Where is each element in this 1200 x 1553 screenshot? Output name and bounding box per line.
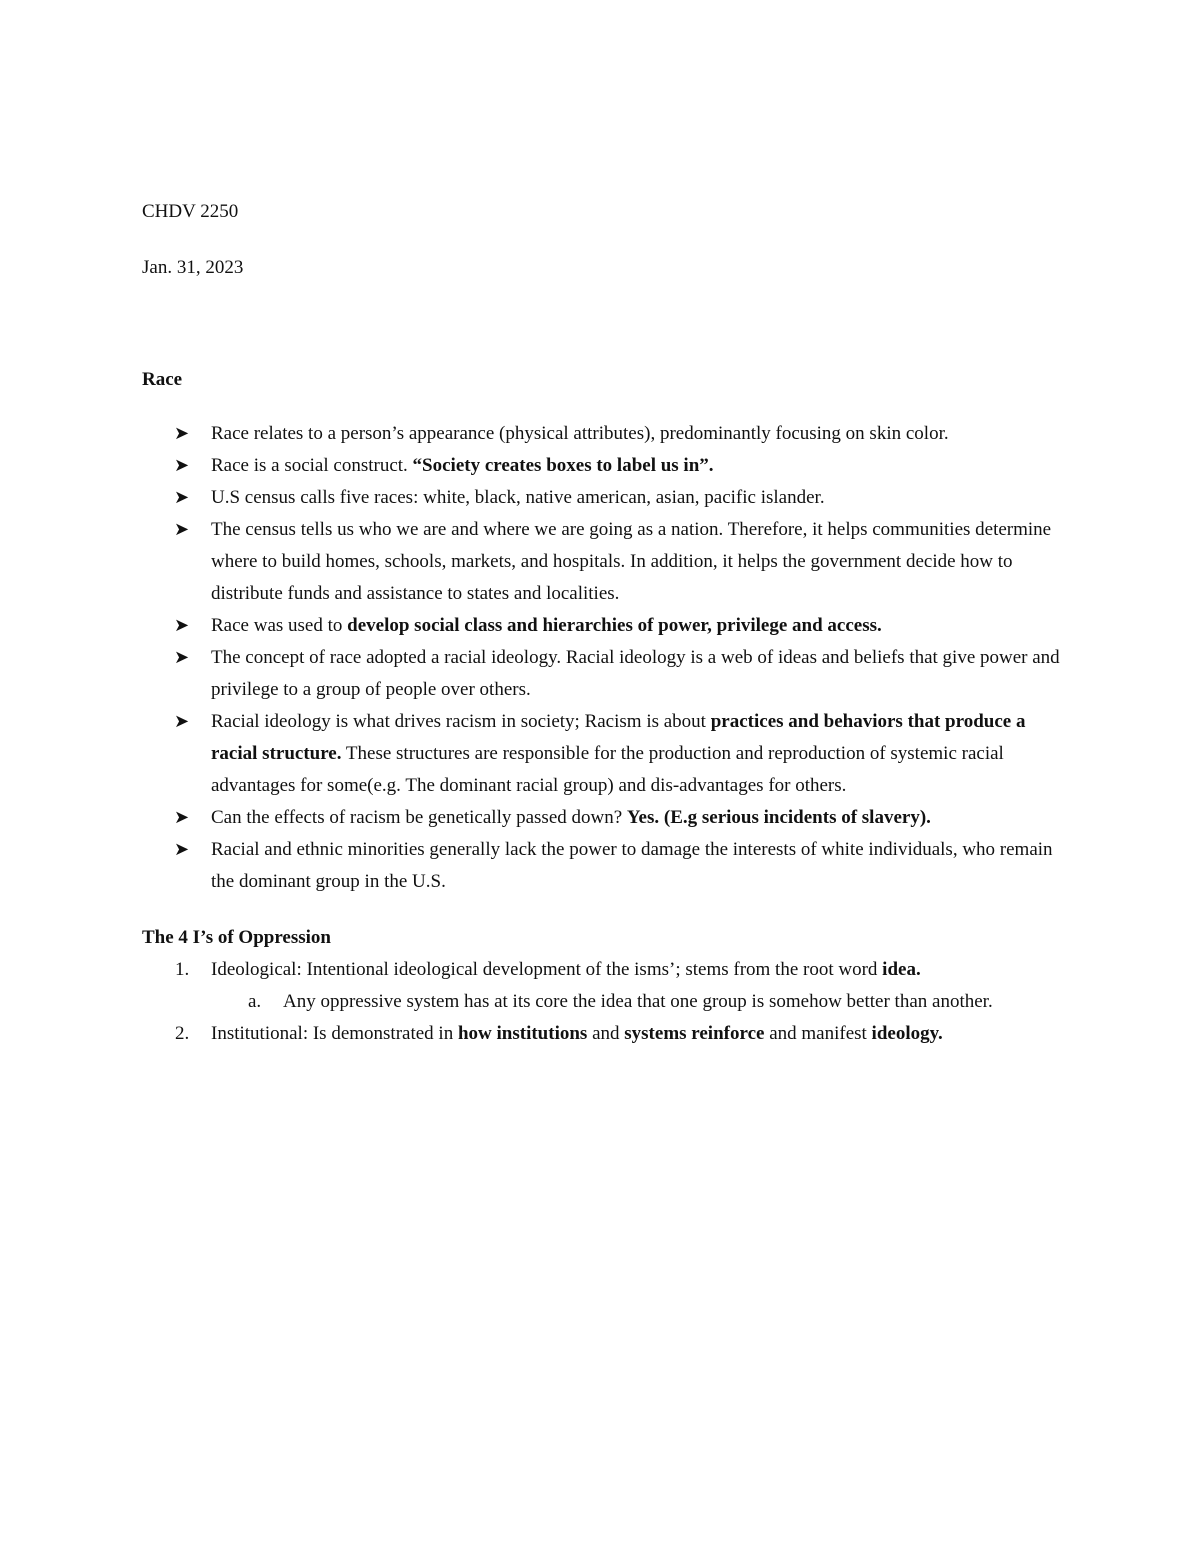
arrowhead-bullet-icon: ➤ bbox=[174, 487, 190, 508]
oppression-heading: The 4 I’s of Oppression bbox=[142, 927, 331, 948]
text-run: Institutional: Is demonstrated in bbox=[211, 1023, 458, 1044]
arrowhead-bullet-icon: ➤ bbox=[174, 647, 190, 668]
list-item bbox=[142, 954, 1072, 1018]
text-run: Racial and ethnic minorities generally lack the power to damage the interests of white individuals, who remain the dominant group in the U.S. bbox=[211, 839, 1053, 892]
list-number: 2. bbox=[175, 1023, 190, 1044]
text-run: U.S census calls five races: white, black, native american, asian, pacific islander. bbox=[211, 487, 825, 508]
arrowhead-bullet-icon: ➤ bbox=[174, 455, 190, 476]
bold-text: how institutions bbox=[457, 1023, 588, 1044]
bold-text: idea. bbox=[882, 959, 921, 980]
race-heading: Race bbox=[142, 369, 183, 390]
course-code: CHDV 2250 bbox=[142, 201, 239, 222]
note-date: Jan. 31, 2023 bbox=[142, 257, 244, 278]
list-item bbox=[142, 706, 1072, 802]
arrowhead-bullet-icon: ➤ bbox=[174, 839, 190, 860]
list-item bbox=[142, 610, 1072, 642]
text-run: Ideological: Intentional ideological development of the isms’; stems from the root word bbox=[211, 959, 883, 980]
list-item bbox=[142, 418, 1072, 450]
oppression-numbered-list bbox=[142, 954, 1072, 1050]
text-run: and manifest bbox=[764, 1023, 872, 1044]
list-item bbox=[142, 834, 1072, 898]
text-run: Race was used to bbox=[211, 615, 348, 636]
list-item bbox=[142, 642, 1072, 706]
list-item bbox=[142, 802, 1072, 834]
list-item bbox=[142, 1018, 1072, 1050]
text-run: Race is a social construct. bbox=[211, 455, 413, 476]
bold-text: Yes. (E.g serious incidents of slavery). bbox=[626, 807, 931, 828]
arrowhead-bullet-icon: ➤ bbox=[174, 423, 190, 444]
arrowhead-bullet-icon: ➤ bbox=[174, 807, 190, 828]
sub-list-item bbox=[211, 986, 1072, 1018]
list-number: 1. bbox=[175, 959, 190, 980]
text-run: The concept of race adopted a racial ideology. Racial ideology is a web of ideas and beliefs that give power and privilege to a group of people over others. bbox=[211, 647, 1060, 700]
list-item bbox=[142, 482, 1072, 514]
text-run: and bbox=[587, 1023, 625, 1044]
bold-text: practices and behaviors that produce a racial structure. bbox=[211, 711, 1026, 764]
arrowhead-bullet-icon: ➤ bbox=[174, 519, 190, 540]
text-run: Racial ideology is what drives racism in society; Racism is about bbox=[211, 711, 711, 732]
text-run: Any oppressive system has at its core the idea that one group is somehow better than another. bbox=[283, 991, 993, 1012]
bold-text: “Society creates boxes to label us in”. bbox=[412, 455, 714, 476]
document-body bbox=[142, 196, 1072, 1050]
arrowhead-bullet-icon: ➤ bbox=[174, 711, 190, 732]
text-run: These structures are responsible for the production and reproduction of systemic racial advantages for some(e.g. The dominant racial group) and dis-advantages for others. bbox=[211, 743, 1004, 796]
list-item bbox=[142, 514, 1072, 610]
arrowhead-bullet-icon: ➤ bbox=[174, 615, 190, 636]
text-run: The census tells us who we are and where we are going as a nation. Therefore, it helps communities determine where to build homes, schools, markets, and hospitals. In addition, it helps the government decide how to distribute funds and assistance to states and localities. bbox=[211, 519, 1052, 604]
list-item bbox=[142, 450, 1072, 482]
text-run: Race relates to a person’s appearance (physical attributes), predominantly focusing on skin color. bbox=[211, 423, 949, 444]
bold-text: systems reinforce bbox=[624, 1023, 765, 1044]
sub-list-letter: a. bbox=[248, 991, 262, 1012]
bold-text: develop social class and hierarchies of power, privilege and access. bbox=[347, 615, 882, 636]
race-bullet-list bbox=[142, 418, 1072, 898]
bold-text: ideology. bbox=[871, 1023, 943, 1044]
sub-list bbox=[211, 986, 1072, 1018]
text-run: Can the effects of racism be genetically passed down? bbox=[211, 807, 627, 828]
